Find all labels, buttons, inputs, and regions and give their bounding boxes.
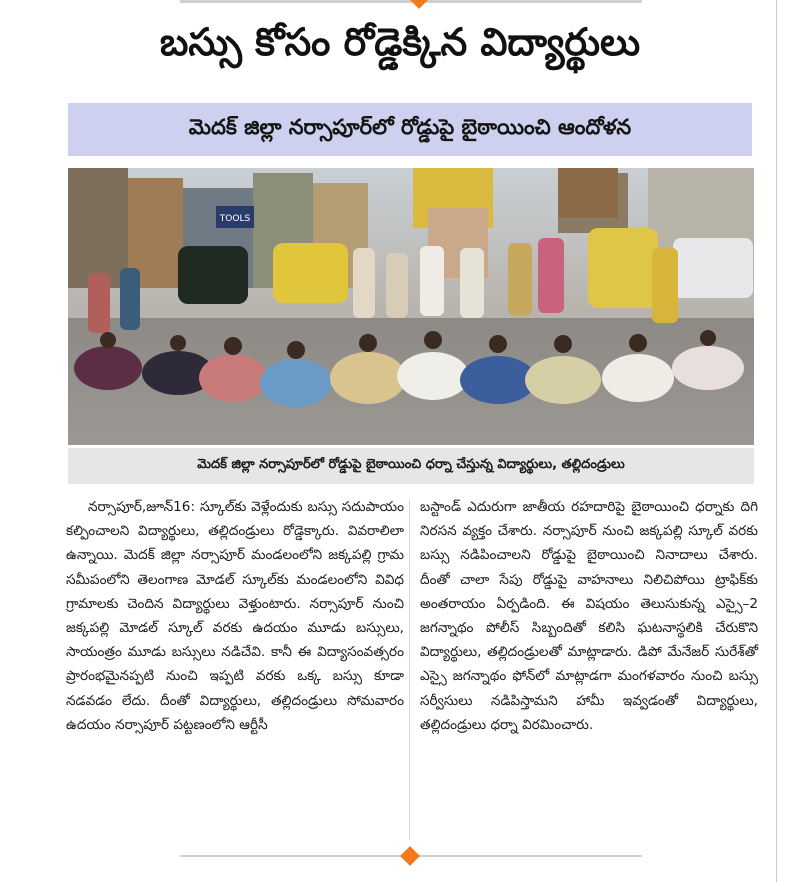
subheadline-text: మెదక్ జిల్లా నర్సాపూర్‌లో రోడ్డుపై బైఠాయించి ఆందోళన: [188, 114, 632, 139]
photo-caption-text: మెదక్ జిల్లా నర్సాపూర్‌లో రోడ్డుపై బైఠాయించి ధర్నా చేస్తున్న విద్యార్థులు, తల్లిదండ్రులు: [197, 457, 625, 472]
protest-photo-illustration: [68, 168, 754, 445]
headline: బస్సు కోసం రోడ్డెక్కిన విద్యార్థులు: [159, 20, 641, 64]
shop-banner-text: TOOLS: [219, 214, 251, 224]
article-body-left: నర్సాపూర్,జూన్16: స్కూల్‌కు వెళ్లేందుకు బస్సు సదుపాయం కల్పించాలని విద్యార్థులు, తల్లిదండ్రులు రోడ్డెక్కారు. వివరాలిలా ఉన్నాయి. మెదక్ జిల్లా నర్సాపూర్ మండలంలోని జక్కపల్లి గ్రామ సమీపంలోని తెలంగాణ మోడల్ స్కూల్‌కు మండలంలోని వివిధ గ్రామాలకు చెందిన విద్యార్థులు వెళ్తుంటారు. నర్సాపూర్ నుంచి జక్కపల్లి మోడల్ స్కూల్ వరకు ఉదయం మూడు బస్సులు, సాయంత్రం మూడు బస్సులు నడిచేవి. కానీ ఈ విద్యాసంవత్సరం ప్రారంభమైనప్పటి నుంచి ఇప్పటి వరకు ఒక్క బస్సు కూడా నడవడం లేదు. దీంతో విద్యార్థులు, తల్లిదండ్రులు సోమవారం ఉదయం నర్సాపూర్ పట్టణంలోని ఆర్టీసీ: [66, 499, 404, 733]
page-edge-line: [776, 0, 777, 882]
article-column-left: [66, 495, 404, 737]
top-diamond-ornament: [409, 0, 429, 9]
column-divider: [409, 500, 410, 840]
bottom-diamond-ornament: [400, 846, 420, 866]
article-body-right: బస్టాండ్ ఎదురుగా జాతీయ రహదారిపై బైఠాయించి ధర్నాకు దిగి నిరసన వ్యక్తం చేశారు. నర్సాపూర్ నుంచి జక్కపల్లి స్కూల్ వరకు బస్సు నడిపించాలని రోడ్డుపై బైఠాయించి నినాదాలు చేశారు. దీంతో చాలా సేపు రోడ్డుపై వాహనాలు నిలిచిపోయి ట్రాఫిక్‌కు అంతరాయం ఏర్పడింది. ఈ విషయం తెలుసుకున్న ఎస్సై–2 జగన్నాథం పోలీస్ సిబ్బందితో కలిసి ఘటనాస్థలికి చేరుకొని విద్యార్థులు, తల్లిదండ్రులతో మాట్లాడారు. డిపో మేనేజర్ సురేశ్‌తో ఎస్సై జగన్నాథం ఫోన్‌లో మాట్లాడగా మంగళవారం నుంచి బస్సు సర్వీసులు నడిపిస్తామని హామీ ఇవ్వడంతో విద్యార్థులు, తల్లిదండ్రులు ధర్నా విరమించారు.: [420, 499, 758, 733]
subheadline-banner: [68, 103, 752, 156]
photo-caption: [68, 448, 754, 484]
article-column-right: [420, 495, 758, 737]
news-photo: [68, 168, 754, 445]
